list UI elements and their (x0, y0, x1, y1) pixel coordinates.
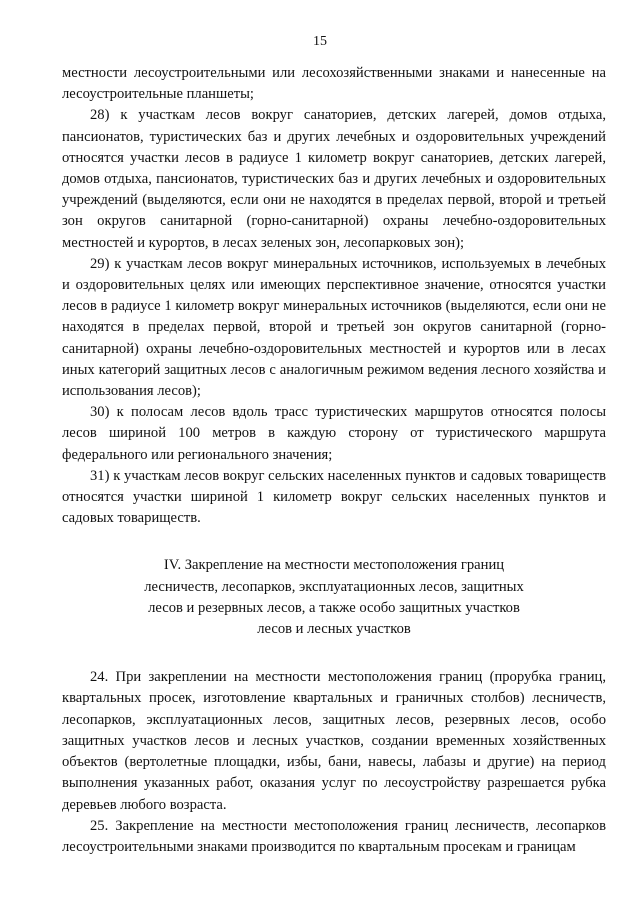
paragraph-item-28: 28) к участкам лесов вокруг санаториев, детских лагерей, домов отдыха, пансионатов, туристических баз и других лечебных и оздоровительных учреждений относятся участки лесов в радиусе 1 километр вокруг санаториев, детских лагерей, домов отдыха, пансионатов, туристических баз и других лечебных и оздоровительных учреждений (выделяются, если они не находятся в пределах первой, второй и третьей зон округов санитарной (горно-санитарной) охраны лечебно-оздоровительных местностей и курортов, в лесах зеленых зон, лесопарковых зон); (62, 107, 606, 251)
paragraph-25: 25. Закрепление на местности местоположения границ лесничеств, лесопарков лесоустроительными знаками производится по квартальным просекам и границам (62, 817, 606, 855)
page-number: 15 (313, 34, 327, 49)
section-heading (62, 555, 606, 640)
paragraph-item-30: 30) к полосам лесов вдоль трасс туристических маршрутов относятся полосы лесов шириной 100 метров в каждую сторону от туристического маршрута федерального или регионального значения; (62, 404, 606, 463)
paragraph-item-29: 29) к участкам лесов вокруг минеральных источников, используемых в лечебных и оздоровительных целях или имеющих перспективное значение, относятся участки лесов в радиусе 1 километр вокруг минеральных источников (выделяются, если они не находятся в пределах первой, второй и третьей зон округов санитарной (горно-санитарной) охраны лечебно-оздоровительных местностей и курортов или в лесах иных категорий защитных лесов с аналогичным режимом ведения лесного хозяйства и использования лесов); (62, 255, 606, 400)
paragraph-continuation: местности лесоустроительными или лесохозяйственными знаками и нанесенные на лесоустроительные планшеты; (62, 65, 606, 103)
section-heading-line: лесов и резервных лесов, а также особо защитных участков (148, 599, 520, 616)
section-heading-line: IV. Закрепление на местности местоположения границ (163, 557, 505, 574)
section-heading-line: лесов и лесных участков (257, 621, 411, 638)
document-body (62, 63, 606, 858)
section-heading-line: лесничеств, лесопарков, эксплуатационных лесов, защитных (144, 578, 524, 595)
paragraph-24: 24. При закреплении на местности местоположения границ (прорубка границ, квартальных просек, изготовление квартальных и граничных столбов) лесничеств, лесопарков, эксплуатационных лесов, защитных лесов, резервных лесов, особо защитных участков лесов и лесных участков, создании временных хозяйственных объектов (вертолетные площадки, избы, бани, навесы, лабазы и другие) на период выполнения указанных работ, оказания услуг по лесоустройству разрешается рубка деревьев любого возраста. (62, 669, 606, 813)
paragraph-item-31: 31) к участкам лесов вокруг сельских населенных пунктов и садовых товариществ относятся участки шириной 1 километр вокруг сельских населенных пунктов и садовых товариществ. (62, 467, 606, 527)
